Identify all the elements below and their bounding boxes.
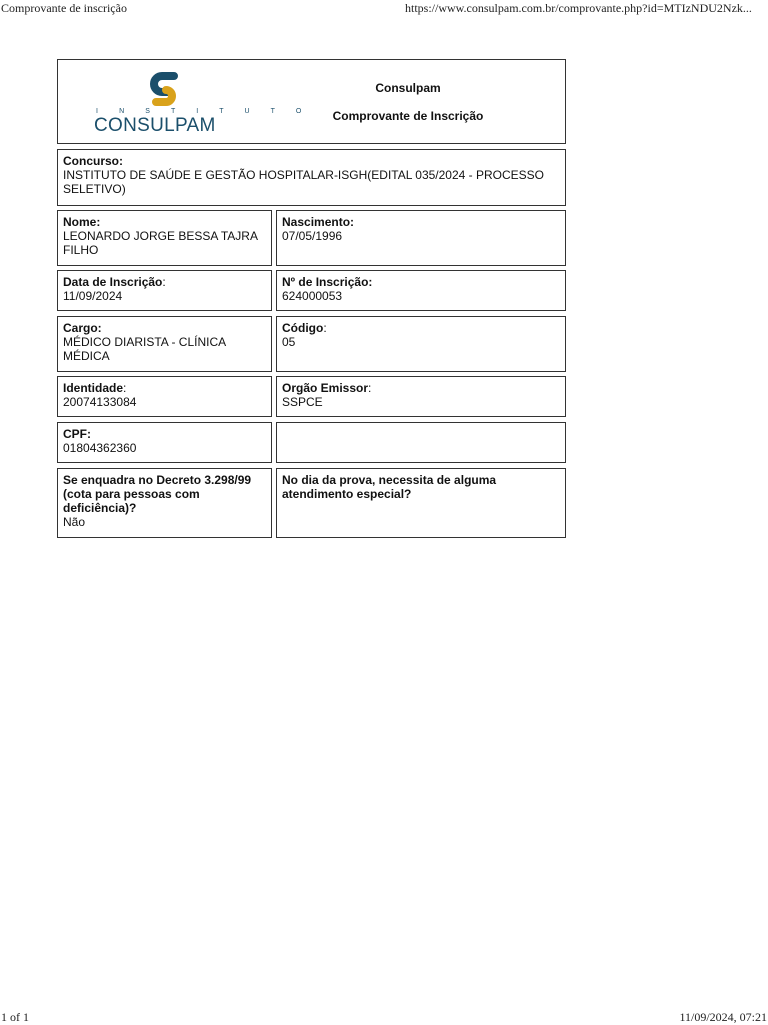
codigo-field (276, 316, 566, 372)
decreto-value: Não (63, 515, 86, 529)
cpf-label: CPF: (63, 427, 91, 441)
nome-value: LEONARDO JORGE BESSA TAJRA FILHO (63, 229, 258, 257)
print-url: https://www.consulpam.com.br/comprovante.php?id=MTIzNDU2Nzk... (405, 1, 752, 15)
decreto-field (57, 468, 272, 538)
data-inscricao-value: 11/09/2024 (63, 289, 123, 303)
orgao-emissor-value: SSPCE (282, 395, 323, 409)
nascimento-label: Nascimento: (282, 215, 355, 229)
identidade-value: 20074133084 (63, 395, 137, 409)
print-datetime: 11/09/2024, 07:21 (679, 1010, 767, 1024)
nome-label: Nome: (63, 215, 101, 229)
receipt-header (57, 59, 566, 144)
atendimento-field (276, 468, 566, 538)
orgao-emissor-colon: : (368, 381, 372, 395)
codigo-colon: : (323, 321, 327, 335)
cargo-field (57, 316, 272, 372)
decreto-label: Se enquadra no Decreto 3.298/99 (cota para pessoas com deficiência)? (63, 473, 252, 515)
numero-inscricao-value: 624000053 (282, 289, 343, 303)
nascimento-value: 07/05/1996 (282, 229, 343, 243)
nascimento-field (276, 210, 566, 266)
concurso-label: Concurso: (63, 154, 123, 168)
codigo-value: 05 (282, 335, 296, 349)
orgao-emissor-label: Orgão Emissor (282, 381, 369, 395)
header-title: Consulpam (375, 81, 441, 95)
data-inscricao-colon: : (162, 275, 166, 289)
numero-inscricao-field (276, 270, 566, 311)
cpf-field (57, 422, 272, 463)
concurso-field (57, 149, 566, 206)
atendimento-label: No dia da prova, necessita de alguma atendimento especial? (282, 473, 497, 501)
identidade-label: Identidade (63, 381, 124, 395)
data-inscricao-label: Data de Inscrição (63, 275, 163, 289)
consulpam-logo-icon (144, 72, 184, 108)
concurso-value: INSTITUTO DE SAÚDE E GESTÃO HOSPITALAR-ISGH(EDITAL 035/2024 - PROCESSO SELETIVO) (63, 168, 545, 196)
cpf-value: 01804362360 (63, 441, 137, 455)
identidade-field (57, 376, 272, 417)
data-inscricao-field (57, 270, 272, 311)
codigo-label: Código (282, 321, 324, 335)
header-subtitle: Comprovante de Inscrição (332, 109, 484, 123)
logo-brand-text: CONSULPAM (94, 115, 216, 136)
consulpam-logo (94, 72, 311, 136)
print-page-title: Comprovante de inscrição (1, 1, 127, 15)
cargo-value: MÉDICO DIARISTA - CLÍNICA MÉDICA (63, 335, 226, 363)
print-page-count: 1 of 1 (1, 1010, 29, 1024)
identidade-colon: : (123, 381, 127, 395)
logo-instituto-text: I N S T I T U T O (96, 108, 311, 115)
empty-field (276, 422, 566, 463)
orgao-emissor-field (276, 376, 566, 417)
nome-field (57, 210, 272, 266)
numero-inscricao-label: Nº de Inscrição: (282, 275, 373, 289)
cargo-label: Cargo: (63, 321, 102, 335)
